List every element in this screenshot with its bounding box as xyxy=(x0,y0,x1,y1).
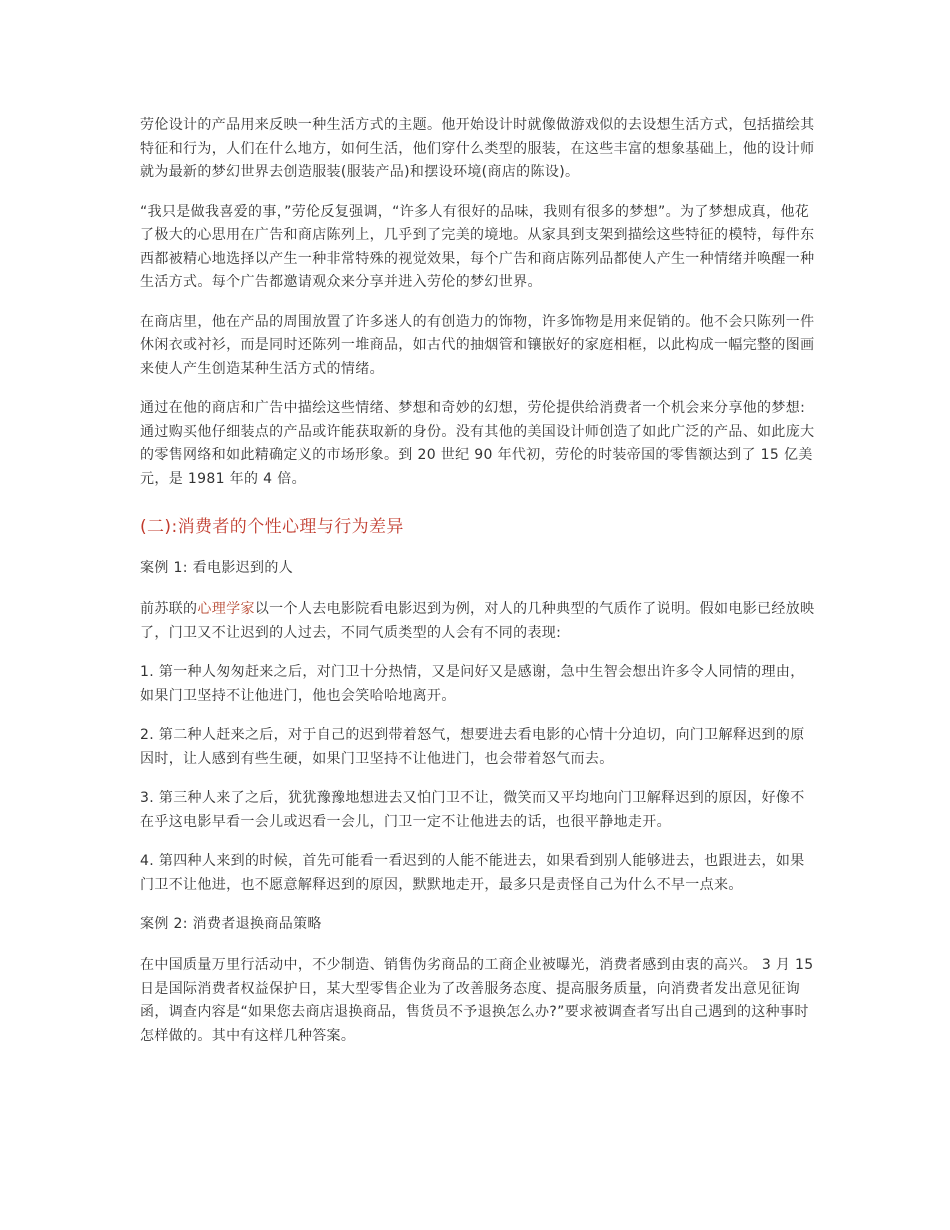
case1-item-3: 3. 第三种人来了之后，犹犹豫豫地想进去又怕门卫不让，微笑而又平均地向门卫解释迟到的原因，好像不在乎这电影早看一会儿或迟看一会儿，门卫一定不让他进去的话，也很平静地走开。 xyxy=(140,790,805,830)
psychologist-link[interactable]: 心理学家 xyxy=(197,601,255,617)
case1-item-4: 4. 第四种人来到的时候，首先可能看一看迟到的人能不能进去，如果看到别人能够进去，也跟进去，如果门卫不让他进，也不愿意解释迟到的原因，默默地走开，最多只是责怪自己为什么不早一点来。 xyxy=(140,853,805,893)
intro-paragraph-4: 通过在他的商店和广告中描绘这些情绪、梦想和奇妙的幻想，劳伦提供给消费者一个机会来分享他的梦想:通过购买他仔细装点的产品或许能获取新的身份。没有其他的美国设计师创造了如此广泛的产品、如此庞大的零售网络和如此精确定义的市场形象。到 20 世纪 90 年代初，劳伦的时装帝国的零售额达到了 15 亿美元，是 1981 年的 4 倍。 xyxy=(140,400,815,487)
case1-intro-after-link: 以一个人去电影院看电影迟到为例，对人的几种典型的气质作了说明。假如电影已经放映了，门卫又不让迟到的人过去，不同气质类型的人会有不同的表现: xyxy=(140,601,815,641)
case1-intro-before-link: 前苏联的 xyxy=(140,601,198,617)
case1-item-1: 1. 第一种人匆匆赶来之后，对门卫十分热情，又是问好又是感谢，急中生智会想出许多令人同情的理由，如果门卫坚持不让他进门，他也会笑哈哈地离开。 xyxy=(140,664,805,704)
case1-item-2: 2. 第二种人赶来之后，对于自己的迟到带着怒气，想要进去看电影的心情十分迫切，向门卫解释迟到的原因时，让人感到有些生硬，如果门卫坚持不让他进门，也会带着怒气而去。 xyxy=(140,727,805,767)
intro-paragraph-1: 劳伦设计的产品用来反映一种生活方式的主题。他开始设计时就像做游戏似的去设想生活方式，包括描绘其特征和行为，人们在什么地方，如何生活，他们穿什么类型的服装，在这些丰富的想象基础上，他的设计师就为最新的梦幻世界去创造服装(服装产品)和摆设环境(商店的陈设)。 xyxy=(140,117,815,180)
intro-paragraph-3: 在商店里，他在产品的周围放置了许多迷人的有创造力的饰物，许多饰物是用来促销的。他不会只陈列一件休闲衣或衬衫，而是同时还陈列一堆商品，如古代的抽烟管和镶嵌好的家庭相框，以此构成一幅完整的图画来使人产生创造某种生活方式的情绪。 xyxy=(140,313,815,377)
case1-intro-paragraph xyxy=(140,598,818,645)
intro-paragraph-2: “我只是做我喜爱的事，”劳伦反复强调，“许多人有很好的品味，我则有很多的梦想”。为了梦想成真，他花了极大的心思用在广告和商店陈列上，几乎到了完美的境地。从家具到支架到描绘这些特征的模特，每件东西都被精心地选择以产生一种非常特殊的视觉效果，每个广告和商店陈列品都使人产生一种情绪并唤醒一种生活方式。每个广告都邀请观众来分享并进入劳伦的梦幻世界。 xyxy=(140,203,815,290)
section-heading: (二):消费者的个性心理与行为差异 xyxy=(140,517,404,537)
case1-label: 案例 1: 看电影迟到的人 xyxy=(140,560,294,576)
case2-paragraph: 在中国质量万里行活动中，不少制造、销售伪劣商品的工商企业被曝光，消费者感到由衷的高兴。 3 月 15 日是国际消费者权益保护日，某大型零售企业为了改善服务态度、提高服务质量，向消费者发出意见征询函，调查内容是“如果您去商店退换商品，售货员不予退换怎么办?”要求被调查者写出自己遇到的这种事时怎样做的。其中有这样几种答案。 xyxy=(140,957,814,1044)
document-page xyxy=(140,114,818,1064)
case2-label: 案例 2: 消费者退换商品策略 xyxy=(140,916,322,932)
